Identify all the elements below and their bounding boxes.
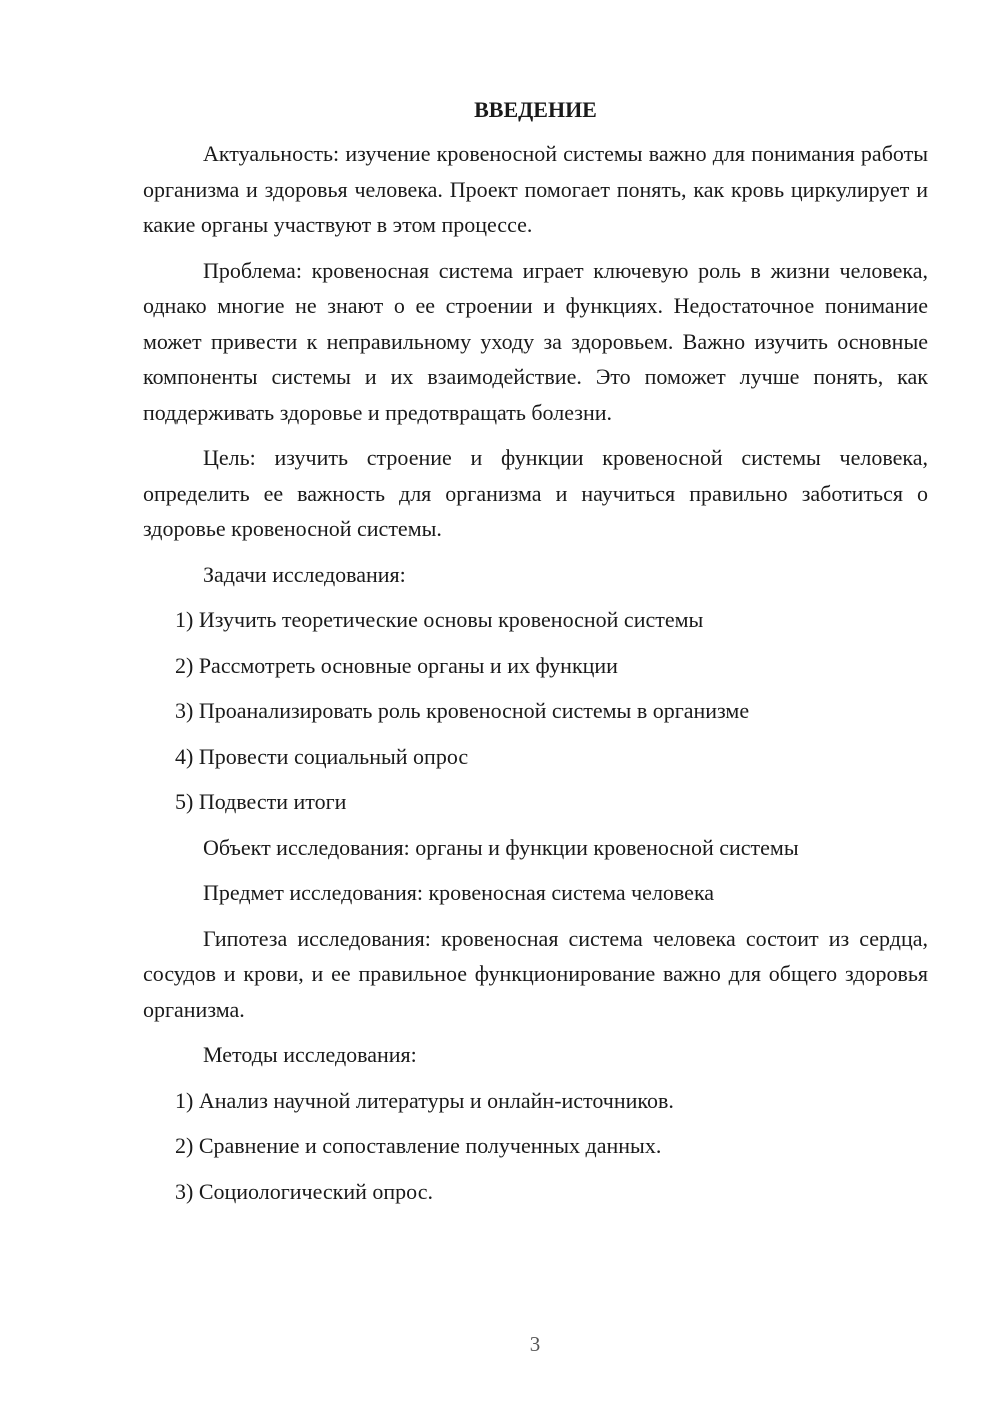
page-number: 3	[529, 1332, 541, 1356]
subject-paragraph: Предмет исследования: кровеносная система человека	[203, 880, 715, 905]
methods-list	[143, 1083, 928, 1210]
section-title: ВВЕДЕНИЕ	[474, 97, 597, 122]
goal-paragraph: Цель: изучить строение и функции кровеносной системы человека, определить ее важность для организма и научиться правильно заботиться о здоровье кровеносной системы.	[143, 445, 928, 541]
list-item: 5) Подвести итоги	[175, 789, 347, 814]
list-item: 4) Провести социальный опрос	[175, 743, 469, 769]
list-item: 3) Социологический опрос.	[175, 1178, 433, 1204]
methods-heading: Методы исследования:	[203, 1042, 417, 1067]
tasks-heading: Задачи исследования:	[203, 561, 406, 587]
list-item: 1) Изучить теоретические основы кровеносной системы	[175, 607, 704, 632]
relevance-paragraph: Актуальность: изучение кровеносной системы важно для понимания работы организма и здоровья человека. Проект помогает понять, как кровь циркулирует и какие органы участвуют в этом процессе.	[143, 141, 928, 237]
object-paragraph: Объект исследования: органы и функции кровеносной системы	[203, 834, 799, 860]
list-item: 1) Анализ научной литературы и онлайн-источников.	[175, 1087, 674, 1113]
list-item: 3) Проанализировать роль кровеносной системы в организме	[175, 698, 750, 723]
problem-paragraph: Проблема: кровеносная система играет ключевую роль в жизни человека, однако многие не знают о ее строении и функциях. Недостаточное понимание может привести к неправильному уходу за здоровьем. Важно изучить основные компоненты системы и их взаимодействие. Это поможет лучше понять, как поддерживать здоровье и предотвращать болезни.	[143, 257, 928, 425]
tasks-list	[143, 602, 928, 820]
list-item: 2) Сравнение и сопоставление полученных данных.	[175, 1133, 662, 1158]
document-page	[143, 92, 928, 1219]
hypothesis-paragraph: Гипотеза исследования: кровеносная система человека состоит из сердца, сосудов и крови, и ее правильное функционирование важно для общего здоровья организма.	[143, 925, 928, 1022]
list-item: 2) Рассмотреть основные органы и их функции	[175, 652, 618, 678]
